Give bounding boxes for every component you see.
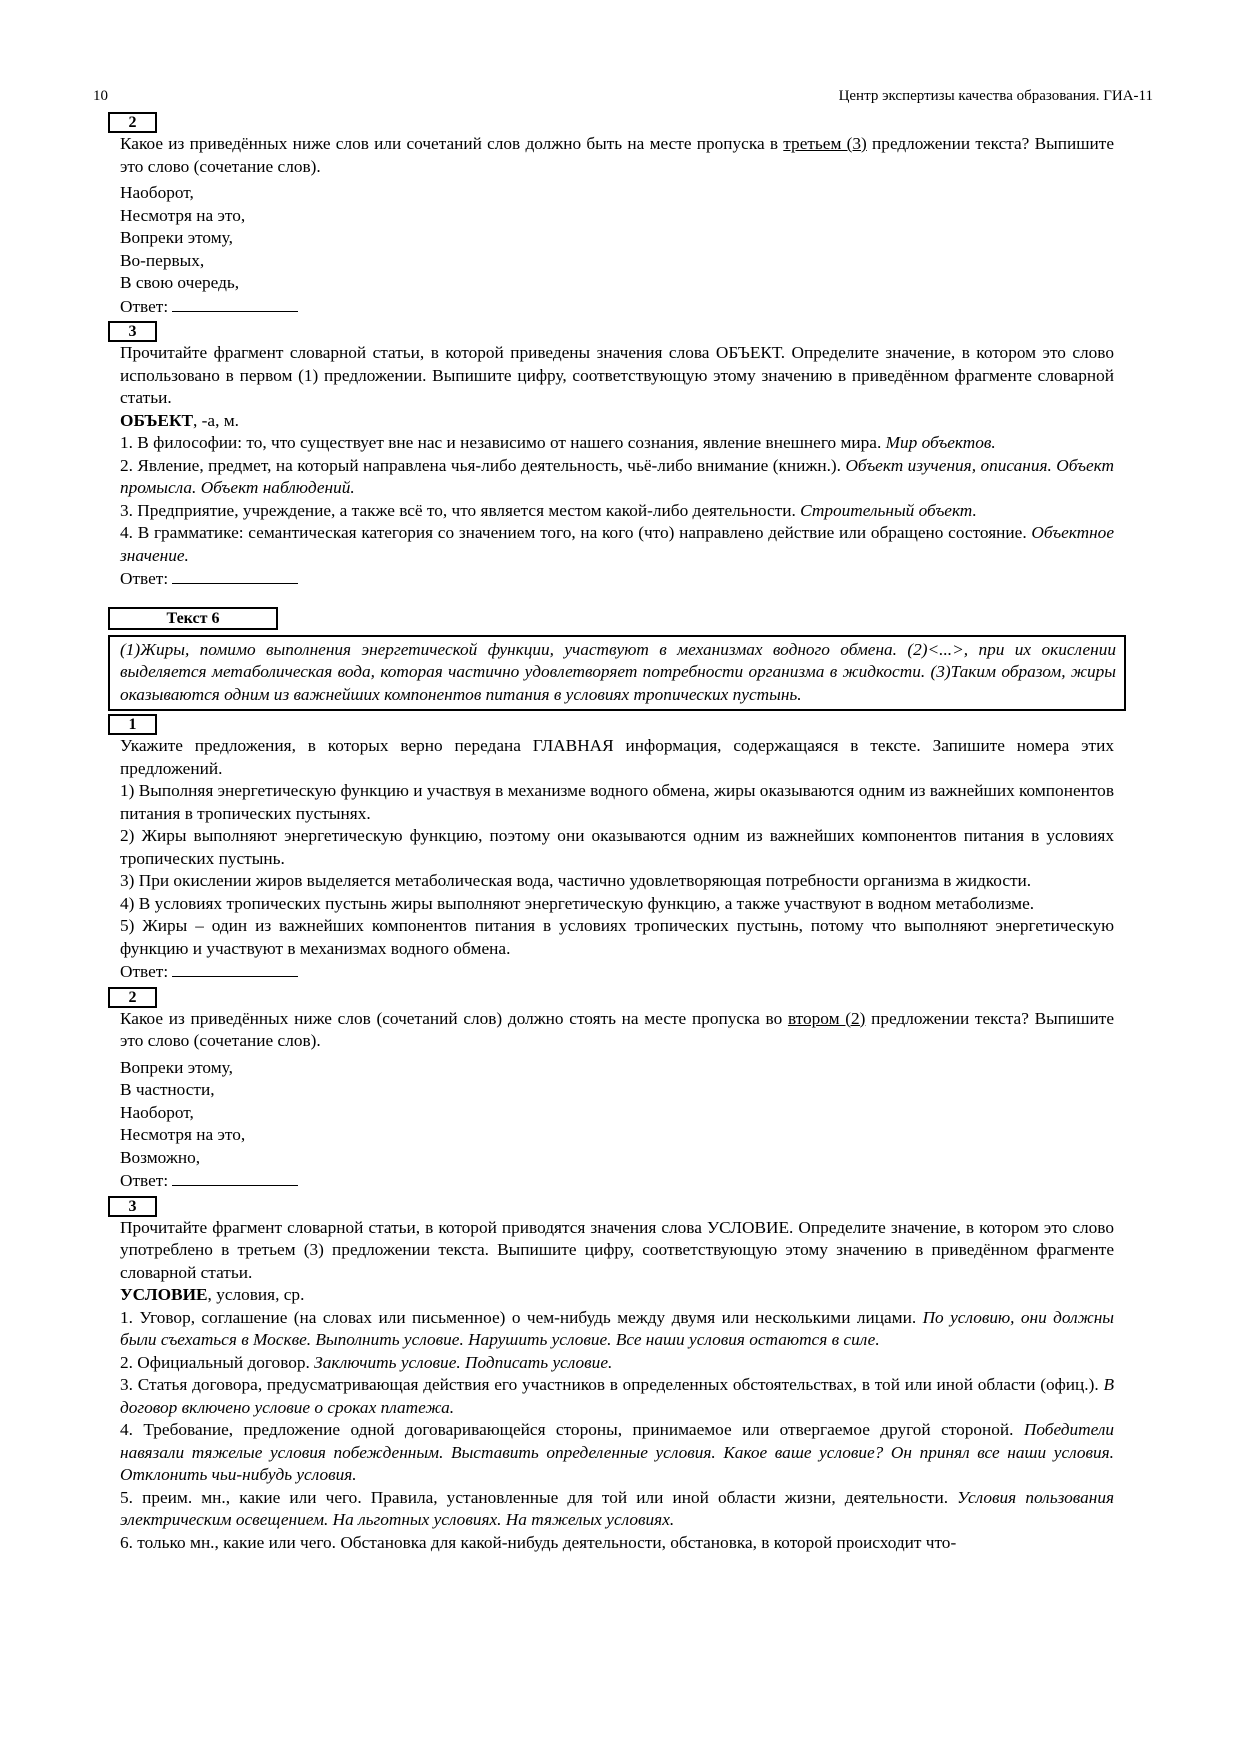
task-number-box: 2: [108, 987, 157, 1008]
option-item: 4) В условиях тропических пустынь жиры выполняют энергетическую функцию, а также участвуют в водном метаболизме.: [120, 893, 1035, 913]
dictionary-meaning: 4. Требование, предложение одной договаривающейся стороны, принимаемое или отвергаемое другой стороной. Победители навязали тяжелые условия побежденным. Выставить определенные условия. Какое ваше условие? Он принял все наши условия. Отклонить чьи-нибудь условия.: [120, 1420, 1114, 1484]
option-item: В свою очередь,: [120, 273, 240, 292]
answer-blank[interactable]: [172, 1169, 298, 1186]
option-item: 2) Жиры выполняют энергетическую функцию, поэтому они оказываются одним из важнейших компонентов питания в условиях тропических пустынь.: [120, 826, 1114, 868]
dictionary-meaning: 5. преим. мн., какие или чего. Правила, установленные для той или иной области жизни, деятельности. Условия пользования электрическим освещением. На льготных условиях. На тяжелых условиях.: [120, 1487, 1114, 1529]
task-number-box: 1: [108, 714, 157, 735]
dictionary-meaning: 3. Статья договора, предусматривающая действия его участников в определенных обстоятельствах, в той или иной области (офиц.). В договор включено условие о сроках платежа.: [120, 1375, 1114, 1417]
dictionary-headword: ОБЪЕКТ, -а, м.: [120, 410, 239, 430]
page-content: [120, 109, 1114, 1554]
dictionary-meaning: 2. Явление, предмет, на который направлена чья-либо деятельность, чьё-либо внимание (книжн.). Объект изучения, описания. Объект промысла. Объект наблюдений.: [120, 455, 1114, 497]
dictionary-meaning: 1. В философии: то, что существует вне нас и независимо от нашего сознания, явление внешнего мира. Мир объектов.: [120, 433, 996, 452]
option-item: Вопреки этому,: [120, 1057, 233, 1077]
dictionary-meaning: 6. только мн., какие или чего. Обстановка для какой-нибудь деятельности, обстановка, в которой происходит что-: [120, 1532, 957, 1552]
task-question: Какое из приведённых ниже слов или сочетаний слов должно быть на месте пропуска в третьем (3) предложении текста? Выпишите это слово (сочетание слов).: [120, 134, 1114, 176]
dictionary-meaning: 4. В грамматике: семантическая категория со значением того, на кого (что) направлено действие или обращено состояние. Объектное значение.: [120, 523, 1114, 565]
option-item: Во-первых,: [120, 250, 205, 270]
task-question: Какое из приведённых ниже слов (сочетаний слов) должно стоять на месте пропуска во втором (2) предложении текста? Выпишите это слово (сочетание слов).: [120, 1008, 1115, 1050]
dictionary-meaning: 3. Предприятие, учреждение, а также всё то, что является местом какой-либо деятельности. Строительный объект.: [120, 500, 977, 520]
task-question: Прочитайте фрагмент словарной статьи, в которой приводятся значения слова УСЛОВИЕ. Определите значение, в котором это слово употреблено в третьем (3) предложении текста. Выпишите цифру, соответствующую этому значению в приведённом фрагменте словарной статьи.: [120, 1217, 1114, 1282]
option-item: Несмотря на это,: [120, 1125, 246, 1144]
answer-blank[interactable]: [172, 295, 298, 312]
answer-line: Ответ:: [120, 960, 1114, 984]
answer-line: Ответ:: [120, 567, 1114, 591]
dictionary-meaning: 1. Уговор, соглашение (на словах или письменное) о чем-нибудь между двумя или несколькими лицами. По условию, они должны были съехаться в Москве. Выполнить условие. Нарушить условие. Все наши условия остаются в силе.: [120, 1307, 1114, 1349]
option-item: Наоборот,: [120, 1102, 194, 1122]
answer-blank[interactable]: [172, 960, 298, 977]
option-item: 5) Жиры – один из важнейших компонентов питания в условиях тропических пустынь, потому что выполняют энергетическую функцию и участвуют в механизмах водного обмена.: [120, 916, 1114, 958]
option-item: Вопреки этому,: [120, 228, 233, 247]
option-item: Возможно,: [120, 1147, 201, 1167]
option-item: Наоборот,: [120, 183, 194, 202]
page-header-title: Центр экспертизы качества образования. ГИА-11: [838, 88, 1153, 104]
option-item: В частности,: [120, 1080, 215, 1099]
dictionary-meaning: 2. Официальный договор. Заключить условие. Подписать условие.: [120, 1352, 613, 1372]
answer-line: Ответ:: [120, 295, 1114, 319]
task-question: Укажите предложения, в которых верно передана ГЛАВНАЯ информация, содержащаяся в тексте. Запишите номера этих предложений.: [120, 736, 1114, 778]
answer-blank[interactable]: [172, 567, 298, 584]
answer-line: Ответ:: [120, 1169, 1114, 1193]
task-number-box: 2: [108, 112, 157, 133]
task-number-box: 3: [108, 1196, 157, 1217]
dictionary-headword: УСЛОВИЕ, условия, ср.: [120, 1285, 305, 1304]
text-title-box: Текст 6: [108, 607, 278, 630]
source-text-box: (1)Жиры, помимо выполнения энергетической функции, участвуют в механизмах водного обмена. (2)<...>, при их окислении выделяется метаболическая вода, которая частично удовлетворяет потребности организма в жидкости. (3)Таким образом, жиры оказываются одним из важнейших компонентов питания в условиях тропических пустынь.: [108, 635, 1126, 712]
option-item: 3) При окислении жиров выделяется метаболическая вода, частично удовлетворяющая потребности организма в жидкости.: [120, 871, 1032, 890]
task-number-box: 3: [108, 321, 157, 342]
task-question: Прочитайте фрагмент словарной статьи, в которой приведены значения слова ОБЪЕКТ. Определите значение, в котором это слово использовано в первом (1) предложении. Выпишите цифру, соответствующую этому значению в приведённом фрагменте словарной статьи.: [120, 343, 1114, 407]
option-item: 1) Выполняя энергетическую функцию и участвуя в механизме водного обмена, жиры оказываются одним из важнейших компонентов питания в тропических пустынях.: [120, 781, 1114, 823]
option-item: Несмотря на это,: [120, 205, 246, 225]
page-number: 10: [93, 88, 108, 104]
